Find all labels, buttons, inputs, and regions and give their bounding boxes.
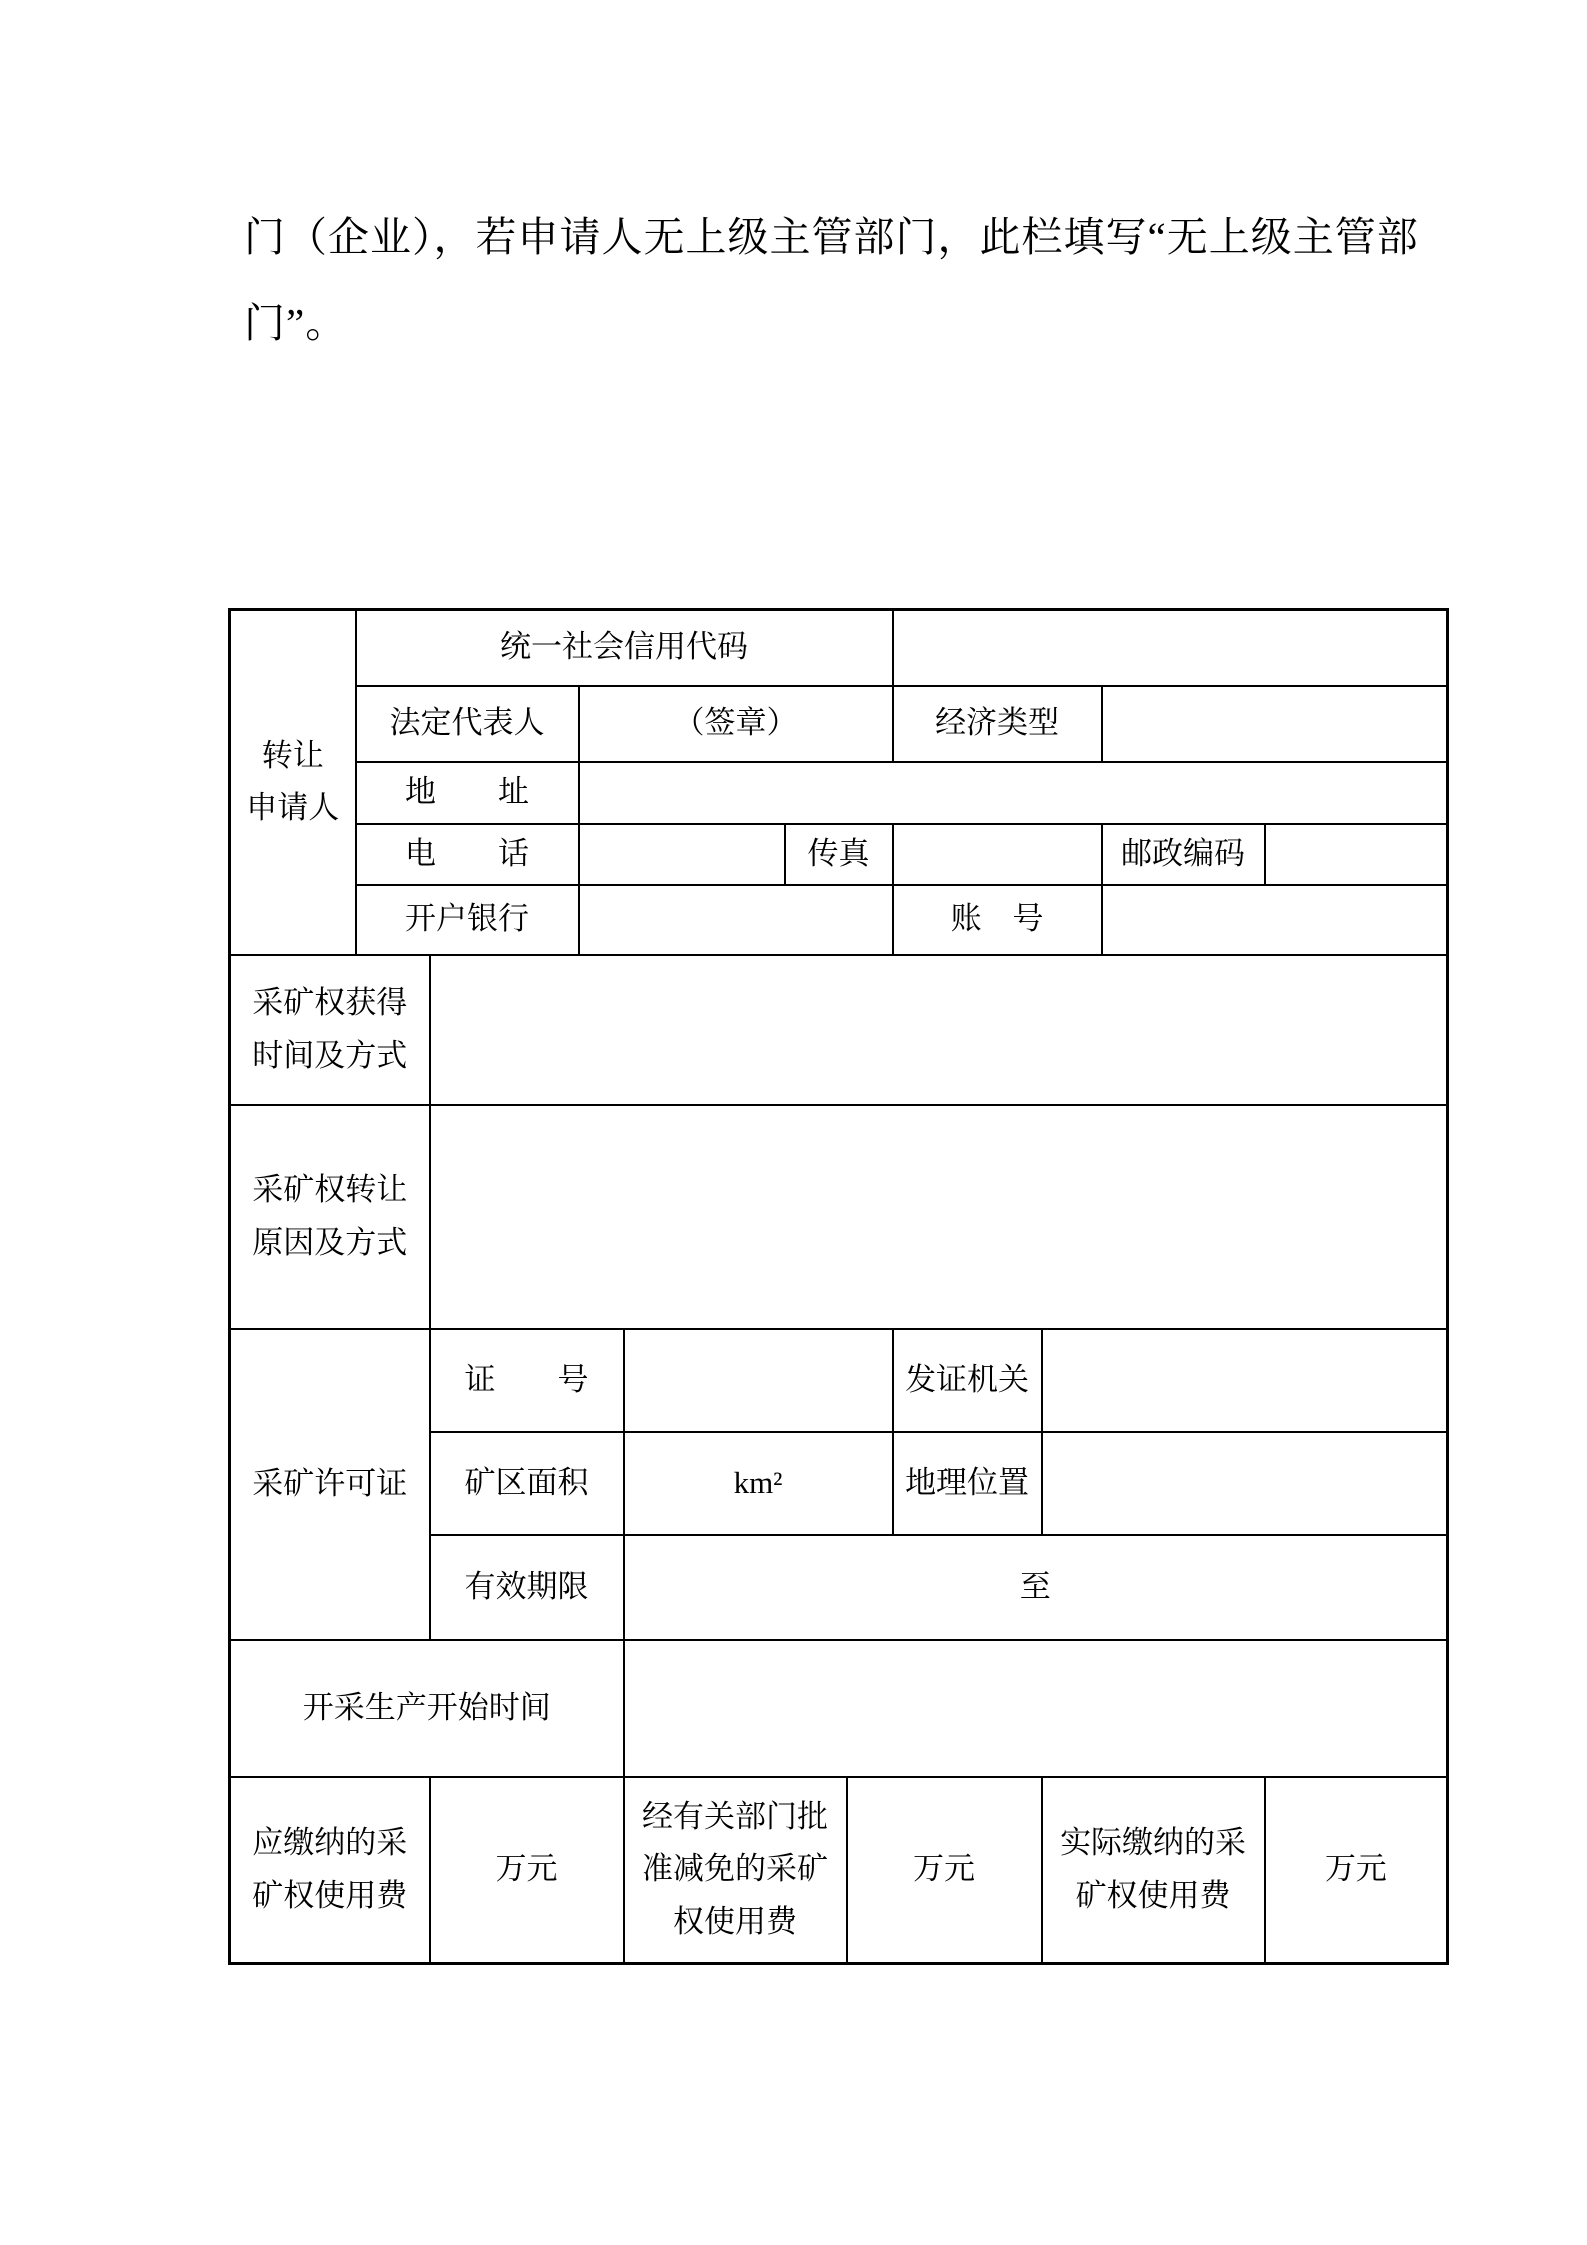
mining-license-section-label: 采矿许可证 [230,1329,430,1640]
fee-reduced-label-line3: 权使用费 [673,1904,797,1940]
validity-value-cell[interactable] [624,1535,1448,1640]
production-start-label: 开采生产开始时间 [230,1640,624,1777]
uscc-value-cell[interactable] [893,610,1448,686]
transfer-reason-value-cell[interactable] [430,1105,1448,1329]
fee-reduced-unit-label: 万元 [913,1851,976,1887]
applicant-section-label [230,610,356,955]
transfer-reason-label-line2: 原因及方式 [252,1224,408,1260]
fee-due-label-line2: 矿权使用费 [252,1877,408,1913]
validity-label: 有效期限 [430,1535,624,1640]
issuing-authority-value-cell[interactable] [1042,1329,1448,1432]
fee-due-label-line1: 应缴纳的采 [252,1825,408,1861]
economic-type-label: 经济类型 [893,686,1102,762]
postal-code-value-cell[interactable] [1265,824,1448,885]
cert-no-value-cell[interactable] [624,1329,893,1432]
fee-due-unit-label: 万元 [495,1851,558,1887]
account-value-cell[interactable] [1102,885,1448,955]
fee-reduced-label-line2: 准减免的采矿 [642,1851,828,1887]
fee-reduced-value-cell[interactable] [847,1777,1042,1964]
issuing-authority-label: 发证机关 [893,1329,1042,1432]
transfer-application-table [228,608,1449,1965]
postal-code-label: 邮政编码 [1102,824,1265,885]
fee-due-value-cell[interactable] [430,1777,624,1964]
fee-paid-label-line1: 实际缴纳的采 [1060,1825,1247,1861]
production-start-value-cell[interactable] [624,1640,1448,1777]
seal-label: （签章） [579,686,893,762]
note-paragraph [244,194,1424,366]
mining-area-label: 矿区面积 [430,1432,624,1535]
validity-to-label: 至 [1019,1568,1051,1604]
economic-type-value-cell[interactable] [1102,686,1448,762]
fee-paid-value-cell[interactable] [1265,1777,1448,1964]
fee-due-label [230,1777,430,1964]
applicant-section-label-line1: 转让 [261,737,324,773]
transfer-reason-label-line1: 采矿权转让 [252,1171,408,1207]
bank-label: 开户银行 [356,885,579,955]
acquisition-label-line1: 采矿权获得 [252,984,408,1020]
mining-area-value-cell[interactable] [624,1432,893,1535]
address-value-cell[interactable] [579,762,1448,824]
acquisition-value-cell[interactable] [430,955,1448,1105]
fee-paid-unit-label: 万元 [1324,1851,1387,1887]
fee-paid-label-line2: 矿权使用费 [1075,1877,1231,1913]
bank-value-cell[interactable] [579,885,893,955]
note-line-2: 门”。 [244,300,348,346]
cert-no-label: 证 号 [430,1329,624,1432]
legal-representative-label: 法定代表人 [356,686,579,762]
fee-reduced-label [624,1777,847,1964]
acquisition-label-line2: 时间及方式 [252,1037,408,1073]
fee-reduced-label-line1: 经有关部门批 [642,1798,828,1834]
phone-value-cell[interactable] [579,824,785,885]
note-line-1: 门（企业），若申请人无上级主管部门，此栏填写“无上级主管部 [244,214,1419,260]
fax-label: 传真 [785,824,893,885]
fee-paid-label [1042,1777,1265,1964]
mining-area-unit-label: km² [733,1464,783,1500]
account-label: 账 号 [893,885,1102,955]
fax-value-cell[interactable] [893,824,1102,885]
geo-location-label: 地理位置 [893,1432,1042,1535]
applicant-section-label-line2: 申请人 [246,790,340,826]
geo-location-value-cell[interactable] [1042,1432,1448,1535]
acquisition-label [230,955,430,1105]
transfer-reason-label [230,1105,430,1329]
uscc-label: 统一社会信用代码 [356,610,893,686]
address-label: 地 址 [356,762,579,824]
phone-label: 电 话 [356,824,579,885]
